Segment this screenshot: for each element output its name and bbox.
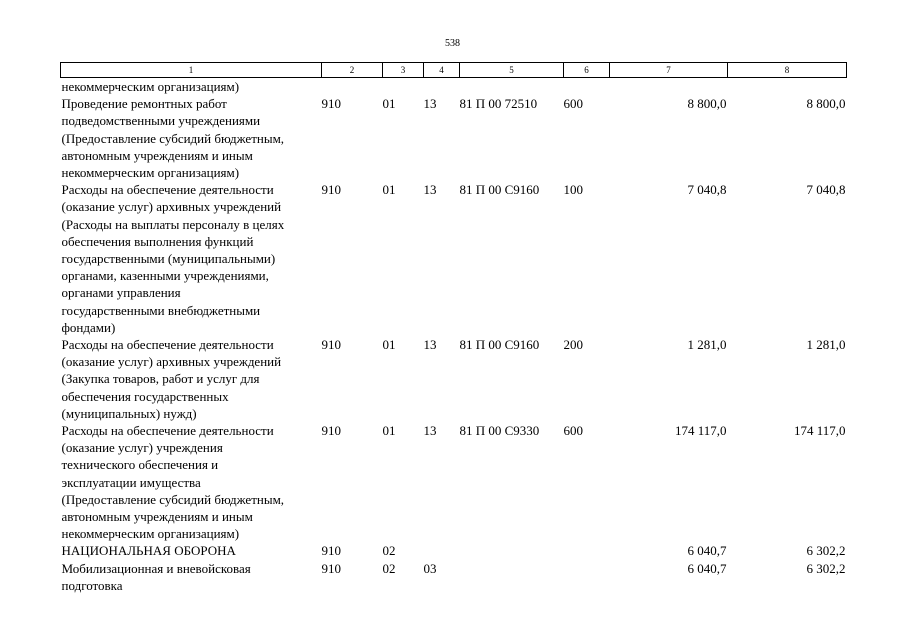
item-name-line: (Закупка товаров, работ и услуг для: [61, 371, 260, 387]
grbs-cell: 910: [321, 543, 341, 559]
expense-type-cell: [564, 542, 610, 559]
expense-type-cell: [564, 78, 610, 96]
item-name-line: государственными внебюджетными: [61, 302, 261, 318]
item-name-line: обеспечения государственных: [61, 388, 229, 404]
item-name-line: (Предоставление субсидий бюджетным,: [61, 491, 285, 507]
table-row: [61, 181, 847, 336]
item-name-line: некоммерческим организациям): [61, 79, 240, 94]
item-name-line: некоммерческим организациям): [61, 526, 240, 542]
amount-year1-cell: 6 040,7: [687, 560, 727, 576]
amount-year2-cell: 174 117,0: [793, 423, 846, 439]
item-name-cell: [61, 181, 322, 336]
item-name-line: (муниципальных) нужд): [61, 405, 197, 421]
item-name-cell: [61, 78, 322, 96]
target-article-cell: [460, 560, 564, 594]
budget-table: [60, 62, 847, 594]
item-name-line: подведомственными учреждениями: [61, 113, 261, 129]
section-cell: 02: [382, 560, 396, 576]
item-name-line: Проведение ремонтных работ: [61, 96, 227, 112]
subsection-cell: 13: [423, 337, 437, 353]
item-name-line: подготовка: [61, 577, 123, 593]
column-header: 7: [610, 63, 728, 78]
target-article-cell: [460, 78, 564, 96]
column-header: 8: [728, 63, 847, 78]
amount-year2-cell: 7 040,8: [806, 182, 846, 198]
table-row: [61, 95, 847, 181]
amount-year2-cell: 1 281,0: [806, 337, 846, 353]
item-name-line: Расходы на обеспечение деятельности: [61, 182, 274, 198]
grbs-cell: 910: [321, 337, 341, 353]
section-cell: 01: [382, 423, 396, 439]
table-row: [61, 336, 847, 422]
item-name-line: Мобилизационная и вневойсковая: [61, 560, 251, 576]
table-header: [61, 63, 847, 78]
table-row: [61, 560, 847, 594]
expense-type-cell: [564, 560, 610, 594]
page-number: 538: [445, 38, 460, 49]
item-name-line: Расходы на обеспечение деятельности: [61, 337, 274, 353]
item-name-cell: [61, 542, 322, 559]
item-name-line: фондами): [61, 319, 116, 335]
column-header: 3: [383, 63, 424, 78]
amount-year2-cell: 6 302,2: [806, 543, 846, 559]
column-header: 2: [322, 63, 383, 78]
column-header: 4: [424, 63, 460, 78]
subsection-cell: 13: [423, 423, 437, 439]
grbs-cell: 910: [321, 96, 341, 112]
item-name-line: НАЦИОНАЛЬНАЯ ОБОРОНА: [61, 543, 236, 559]
amount-year1-cell: 6 040,7: [687, 543, 727, 559]
column-header: 6: [564, 63, 610, 78]
item-name-cell: [61, 422, 322, 542]
amount-year2-cell: [728, 78, 847, 96]
expense-type-cell: 600: [563, 423, 583, 439]
item-name-line: эксплуатации имущества: [61, 474, 201, 490]
item-name-line: органами управления: [61, 285, 181, 301]
section-cell: 02: [382, 543, 396, 559]
column-header: 5: [460, 63, 564, 78]
section-cell: 01: [382, 96, 396, 112]
target-article-cell: 81 П 00 С9160: [459, 337, 540, 353]
grbs-cell: [322, 78, 383, 96]
section-cell: 01: [382, 182, 396, 198]
item-name-line: (оказание услуг) архивных учреждений: [61, 354, 282, 370]
target-article-cell: 81 П 00 С9330: [459, 423, 540, 439]
item-name-line: автономным учреждениям и иным: [61, 147, 253, 163]
table-row: [61, 422, 847, 542]
grbs-cell: 910: [321, 560, 341, 576]
item-name-cell: [61, 560, 322, 594]
amount-year1-cell: [610, 78, 728, 96]
item-name-cell: [61, 95, 322, 181]
item-name-line: автономным учреждениям и иным: [61, 509, 253, 525]
expense-type-cell: 600: [563, 96, 583, 112]
item-name-line: обеспечения выполнения функций: [61, 233, 254, 249]
column-header: 1: [61, 63, 322, 78]
target-article-cell: 81 П 00 72510: [459, 96, 538, 112]
subsection-cell: [424, 78, 460, 96]
table-body: [61, 78, 847, 595]
grbs-cell: 910: [321, 182, 341, 198]
subsection-cell: 03: [423, 560, 437, 576]
item-name-line: органами, казенными учреждениями,: [61, 268, 269, 284]
amount-year2-cell: 6 302,2: [806, 560, 846, 576]
section-cell: [383, 78, 424, 96]
item-name-cell: [61, 336, 322, 422]
item-name-line: некоммерческим организациям): [61, 165, 240, 181]
column-number-row: [61, 63, 847, 78]
grbs-cell: 910: [321, 423, 341, 439]
target-article-cell: [460, 542, 564, 559]
amount-year1-cell: 8 800,0: [687, 96, 727, 112]
table-row: [61, 542, 847, 559]
section-cell: 01: [382, 337, 396, 353]
target-article-cell: 81 П 00 С9160: [459, 182, 540, 198]
subsection-cell: [424, 542, 460, 559]
amount-year1-cell: 7 040,8: [687, 182, 727, 198]
item-name-line: Расходы на обеспечение деятельности: [61, 423, 274, 439]
amount-year1-cell: 174 117,0: [674, 423, 727, 439]
item-name-line: (оказание услуг) архивных учреждений: [61, 199, 282, 215]
item-name-line: государственными (муниципальными): [61, 251, 276, 267]
subsection-cell: 13: [423, 182, 437, 198]
item-name-line: (оказание услуг) учреждения: [61, 440, 223, 456]
table-row: [61, 78, 847, 96]
amount-year1-cell: 1 281,0: [687, 337, 727, 353]
amount-year2-cell: 8 800,0: [806, 96, 846, 112]
subsection-cell: 13: [423, 96, 437, 112]
expense-type-cell: 100: [563, 182, 583, 198]
expense-type-cell: 200: [563, 337, 583, 353]
item-name-line: технического обеспечения и: [61, 457, 219, 473]
item-name-line: (Предоставление субсидий бюджетным,: [61, 130, 285, 146]
item-name-line: (Расходы на выплаты персоналу в целях: [61, 216, 285, 232]
